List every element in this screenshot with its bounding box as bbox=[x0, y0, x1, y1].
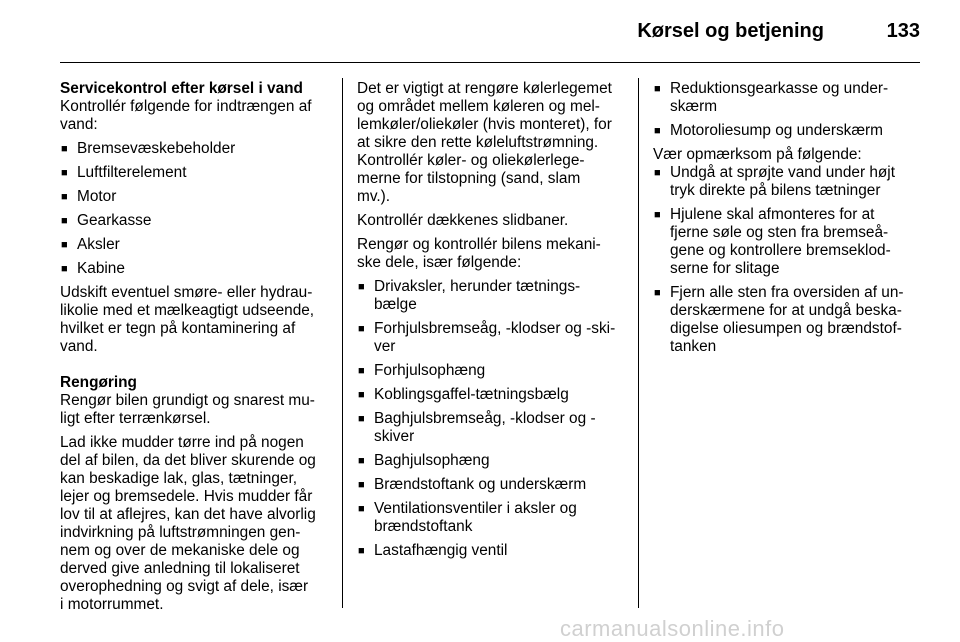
list-item: ■ Gearkasse bbox=[60, 212, 330, 230]
column-2 bbox=[357, 80, 627, 566]
list-item: ■ Koblingsgaffel-tætningsbælg bbox=[357, 386, 627, 404]
page-number: 133 bbox=[886, 20, 920, 42]
cleaning-paragraph-2: Lad ikke mudder tørre ind på nogen del af bilen, da det bliver skurende og kan beskadige lak, glas, tætninger, lejer og bremsedele. Hvis mudder får lov til at aflejres, kan det have alvorlig indvirkning på luftstrømningen gen- nem og over de mekaniske dele og derved give anledning til lokaliseret overophedning og svigt af dele, især i motorrummet. bbox=[60, 434, 316, 613]
list-item: ■ Drivaksler, herunder tætnings- bælge bbox=[357, 278, 627, 314]
watermark: carmanualsonline.info bbox=[560, 616, 785, 641]
list-item: ■ Bremsevæskebeholder bbox=[60, 140, 330, 158]
list-item: ■ Reduktionsgearkasse og under- skærm bbox=[653, 80, 923, 116]
column-divider-2 bbox=[638, 78, 639, 608]
list-item: ■ Luftfilterelement bbox=[60, 164, 330, 182]
attention-list bbox=[653, 164, 923, 356]
service-check-intro: Kontrollér følgende for indtrængen af vand: bbox=[60, 98, 312, 133]
list-item: ■ Hjulene skal afmonteres for at fjerne søle og sten fra bremseå- gene og kontrollere bremseklod- serne for slitage bbox=[653, 206, 923, 278]
list-item: ■ Forhjulsophæng bbox=[357, 362, 627, 380]
list-item: ■ Baghjulsophæng bbox=[357, 452, 627, 470]
attention-intro: Vær opmærksom på følgende: bbox=[653, 146, 862, 163]
list-item: ■ Fjern alle sten fra oversiden af un- derskærmene for at undgå beska- digelse oliesumpen og brændstof- tanken bbox=[653, 284, 923, 356]
section-spacer bbox=[60, 362, 330, 374]
list-item: ■ Undgå at sprøjte vand under højt tryk direkte på bilens tætninger bbox=[653, 164, 923, 200]
list-item: ■ Baghjulsbremseåg, -klodser og - skiver bbox=[357, 410, 627, 446]
tyre-tread-paragraph: Kontrollér dækkenes slidbaner. bbox=[357, 212, 569, 229]
section-heading-cleaning: Rengøring bbox=[60, 374, 137, 391]
list-item: ■ Aksler bbox=[60, 236, 330, 254]
list-item: ■ Forhjulsbremseåg, -klodser og -ski- ver bbox=[357, 320, 627, 356]
service-checklist bbox=[60, 140, 330, 278]
list-item: ■ Lastafhængig ventil bbox=[357, 542, 627, 560]
oil-replacement-note: Udskift eventuel smøre- eller hydrau- likolie med et mælkeagtigt udseende, hvilket er tegn på kontaminering af vand. bbox=[60, 284, 315, 355]
mechanical-parts-intro: Rengør og kontrollér bilens mekani- ske dele, især følgende: bbox=[357, 236, 601, 271]
list-item: ■ Motor bbox=[60, 188, 330, 206]
column-divider-1 bbox=[342, 78, 343, 608]
list-item: ■ Ventilationsventiler i aksler og brændstoftank bbox=[357, 500, 627, 536]
cleaning-paragraph-1: Rengør bilen grundigt og snarest mu- ligt efter terrænkørsel. bbox=[60, 392, 315, 427]
radiator-paragraph: Det er vigtigt at rengøre kølerlegemet og området mellem køleren og mel- lemkøler/oliekøler (hvis monteret), for at sikre den rette køleluftstrømning. Kontrollér køler- og oliekølerlege- merne for tilstopning (sand, slam mv.). bbox=[357, 80, 612, 205]
list-item: ■ Brændstoftank og underskærm bbox=[357, 476, 627, 494]
section-heading-service-check: Servicekontrol efter kørsel i vand bbox=[60, 80, 303, 97]
mechanical-parts-list bbox=[357, 278, 627, 560]
header-title: Kørsel og betjening bbox=[637, 20, 824, 42]
mechanical-parts-list-continued bbox=[653, 80, 923, 140]
list-item: ■ Kabine bbox=[60, 260, 330, 278]
list-item: ■ Motoroliesump og underskærm bbox=[653, 122, 923, 140]
column-3 bbox=[653, 80, 923, 362]
column-1 bbox=[60, 80, 330, 620]
header-rule bbox=[60, 62, 920, 63]
